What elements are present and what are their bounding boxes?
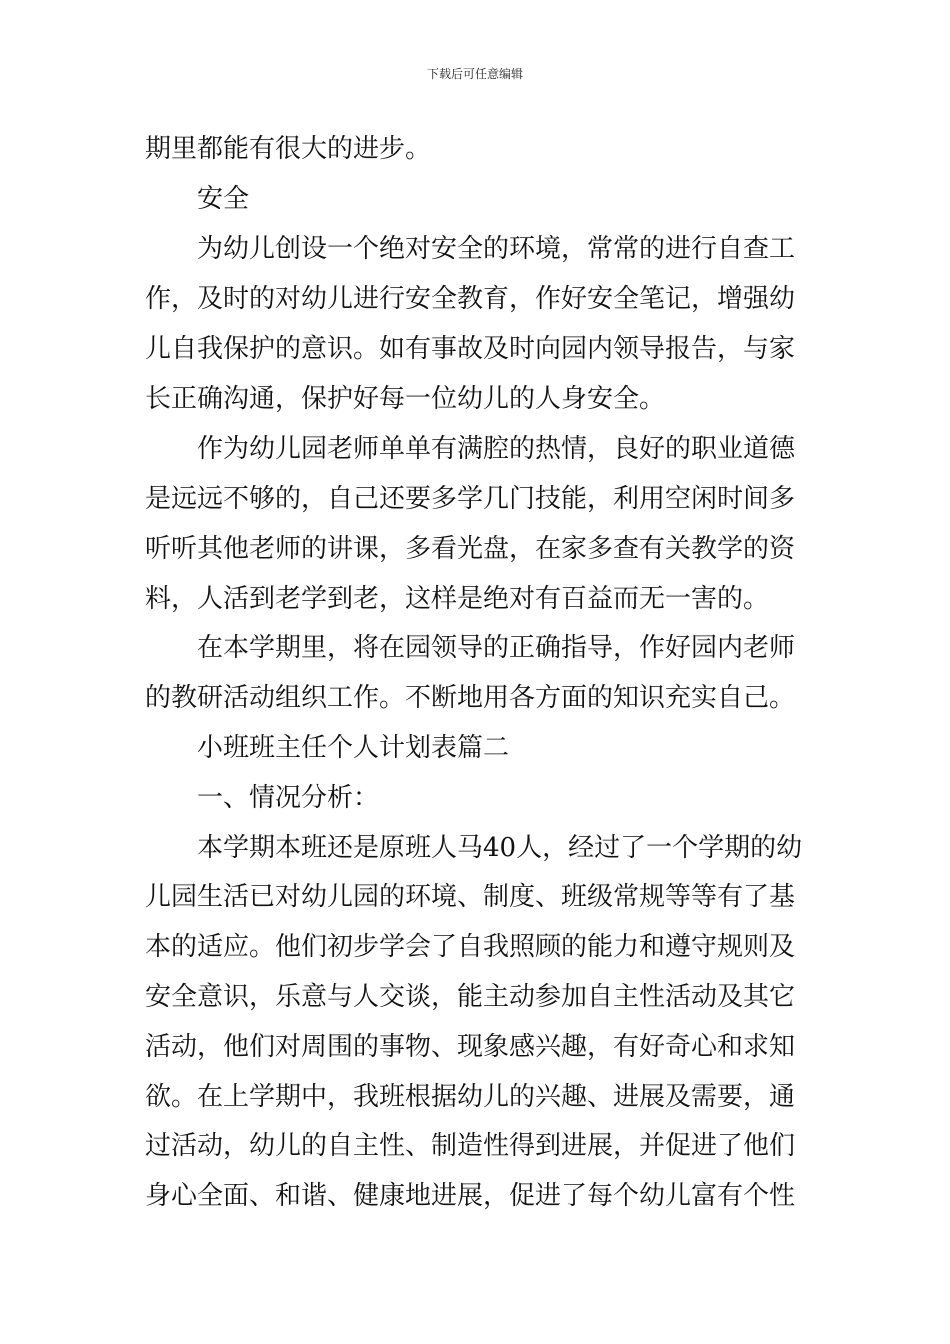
text-line: 儿自我保护的意识。如有事故及时向园内领导报告，与家	[145, 334, 796, 364]
page-header: 下载后可任意编辑	[426, 67, 523, 81]
text-line: 期里都能有很大的进步。	[145, 134, 432, 164]
text-line: 身心全面、和谐、健康地进展，促进了每个幼儿富有个性	[145, 1181, 796, 1211]
text-line: 活动，他们对周围的事物、现象感兴趣，有好奇心和求知	[145, 1032, 796, 1062]
text-line: 为幼儿创设一个绝对安全的环境，常常的进行自查工	[197, 234, 796, 264]
text-line: 欲。在上学期中，我班根据幼儿的兴趣、进展及需要，通	[145, 1082, 796, 1112]
text-line: 长正确沟通，保护好每一位幼儿的人身安全。	[145, 384, 666, 414]
text-line: 是远远不够的，自己还要多学几门技能，利用空闲时间多	[145, 484, 796, 514]
section-title: 小班班主任个人计划表篇二	[197, 733, 510, 763]
text-line: 安全意识，乐意与人交谈，能主动参加自主性活动及其它	[145, 982, 796, 1012]
text-line: 料，人活到老学到老，这样是绝对有百益而无一害的。	[145, 584, 770, 614]
text-line: 作为幼儿园老师单单有满腔的热情，良好的职业道德	[197, 434, 796, 464]
subsection-heading: 一、情况分析：	[197, 783, 380, 813]
text-line: 的教研活动组织工作。不断地用各方面的知识充实自己。	[145, 683, 796, 713]
text-line: 过活动，幼儿的自主性、制造性得到进展，并促进了他们	[145, 1131, 796, 1161]
text-line: 本学期本班还是原班人马40人，经过了一个学期的幼	[197, 833, 803, 863]
text-line: 作，及时的对幼儿进行安全教育，作好安全笔记，增强幼	[145, 284, 796, 314]
text-line: 本的适应。他们初步学会了自我照顾的能力和遵守规则及	[145, 932, 796, 962]
section-heading-safety: 安全	[197, 184, 250, 214]
text-line: 儿园生活已对幼儿园的环境、制度、班级常规等等有了基	[145, 882, 796, 912]
text-line: 在本学期里，将在园领导的正确指导，作好园内老师	[197, 633, 796, 663]
text-line: 听听其他老师的讲课，多看光盘，在家多查有关教学的资	[145, 534, 796, 564]
